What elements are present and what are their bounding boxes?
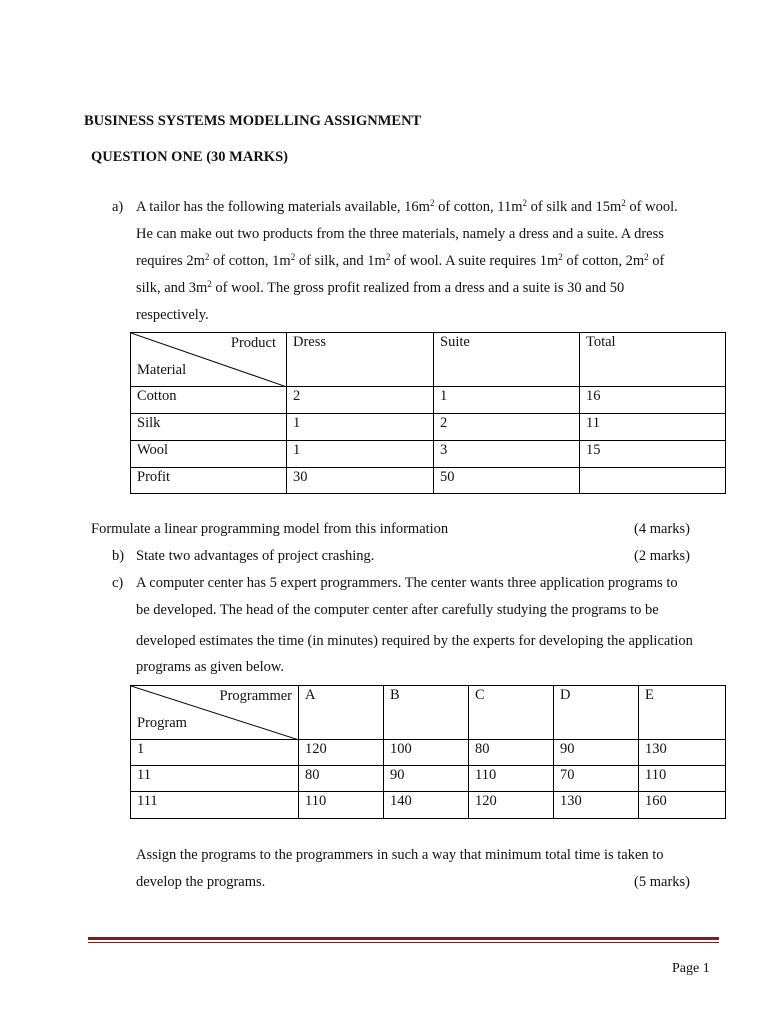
table-row xyxy=(131,792,726,819)
footer-rule xyxy=(88,937,719,940)
table1-cell: Cotton xyxy=(131,387,287,414)
part-c-line-3: developed estimates the time (in minutes) required by the experts for developing the application xyxy=(136,633,693,649)
part-a-line-1: A tailor has the following materials available, $16m^2$ of cotton, $11m^2$ of silk and $15m^2$ of wool. xyxy=(136,198,678,215)
table1-header: Suite xyxy=(434,333,580,387)
table1-header: Dress xyxy=(287,333,434,387)
table-row xyxy=(131,441,726,468)
table2-cell: 80 xyxy=(469,740,554,766)
table2-corner-bottom: Program xyxy=(137,715,187,731)
table1-cell: Profit xyxy=(131,468,287,494)
part-c-after-1: Assign the programs to the programmers in such a way that minimum total time is taken to xyxy=(136,847,664,863)
table1-header: Total xyxy=(580,333,726,387)
part-b-text: State two advantages of project crashing. xyxy=(136,548,375,564)
part-a-line-2: He can make out two products from the three materials, namely a dress and a suite. A dress xyxy=(136,226,664,242)
table1-cell: 11 xyxy=(580,414,726,441)
part-a-line-4: silk, and $3m^2$ of wool. The gross profit realized from a dress and a suite is 30 and 50 xyxy=(136,279,625,296)
table2-cell: 90 xyxy=(554,740,639,766)
table2-cell: 140 xyxy=(384,792,469,819)
page-number: Page 1 xyxy=(672,961,710,976)
table2-cell: 111 xyxy=(131,792,299,819)
table2-cell: 70 xyxy=(554,766,639,792)
table-row xyxy=(131,387,726,414)
table2-header: A xyxy=(299,686,384,740)
part-a-line-3: requires $2m^2$ of cotton, $1m^2$ of silk, and $1m^2$ of wool. A suite requires $1m^2$ of cotton, $2m^2$ of xyxy=(136,252,665,269)
table2-cell: 110 xyxy=(299,792,384,819)
table2-header: B xyxy=(384,686,469,740)
table-row xyxy=(131,414,726,441)
part-a-line-5: respectively. xyxy=(136,307,209,323)
table1-corner-top: Product xyxy=(230,335,276,351)
table2-cell: 120 xyxy=(469,792,554,819)
table1-cell: 1 xyxy=(287,414,434,441)
formulate-marks: (4 marks) xyxy=(634,521,690,537)
table2-cell: 120 xyxy=(299,740,384,766)
table1-cell: 50 xyxy=(434,468,580,494)
table2-cell: 130 xyxy=(639,740,726,766)
part-b-marks: (2 marks) xyxy=(634,548,690,564)
part-c-line-1: A computer center has 5 expert programmers. The center wants three application programs to xyxy=(136,575,678,591)
table-row xyxy=(131,740,726,766)
table2-cell: 90 xyxy=(384,766,469,792)
table1-cell: 15 xyxy=(580,441,726,468)
part-c-line-2: be developed. The head of the computer center after carefully studying the programs to be xyxy=(136,602,659,618)
table1-cell: 1 xyxy=(434,387,580,414)
table1-cell: 3 xyxy=(434,441,580,468)
table2-cell: 11 xyxy=(131,766,299,792)
table1-cell: 2 xyxy=(434,414,580,441)
table1-cell xyxy=(580,468,726,494)
part-c-marks: (5 marks) xyxy=(634,874,690,890)
table2-corner-top: Programmer xyxy=(219,688,292,704)
table2-cell: 160 xyxy=(639,792,726,819)
table1-corner-bottom: Material xyxy=(137,362,187,378)
part-b-label: b) xyxy=(112,548,125,564)
table2-cell: 100 xyxy=(384,740,469,766)
part-c-line-4: programs as given below. xyxy=(136,659,285,675)
table1-cell: Silk xyxy=(131,414,287,441)
document-title: BUSINESS SYSTEMS MODELLING ASSIGNMENT xyxy=(84,113,422,129)
table2-cell: 1 xyxy=(131,740,299,766)
footer-rule-thin xyxy=(88,942,719,943)
part-c-label: c) xyxy=(112,575,124,591)
table1-cell: 16 xyxy=(580,387,726,414)
programmer-table xyxy=(130,685,726,819)
table1-cell: 1 xyxy=(287,441,434,468)
table-row xyxy=(131,766,726,792)
part-a-label: a) xyxy=(112,199,124,215)
table2-header: D xyxy=(554,686,639,740)
table2-corner-cell xyxy=(131,686,299,740)
table2-header: C xyxy=(469,686,554,740)
table-row xyxy=(131,468,726,494)
materials-table xyxy=(130,332,726,494)
table1-cell: 2 xyxy=(287,387,434,414)
question-heading: QUESTION ONE (30 MARKS) xyxy=(91,149,288,165)
table2-cell: 80 xyxy=(299,766,384,792)
table1-corner-cell xyxy=(131,333,287,387)
table2-cell: 110 xyxy=(469,766,554,792)
table2-header: E xyxy=(639,686,726,740)
formulate-text: Formulate a linear programming model from this information xyxy=(91,521,449,537)
table1-cell: Wool xyxy=(131,441,287,468)
part-c-after-2: develop the programs. xyxy=(136,874,266,890)
table2-cell: 110 xyxy=(639,766,726,792)
table2-cell: 130 xyxy=(554,792,639,819)
table1-cell: 30 xyxy=(287,468,434,494)
